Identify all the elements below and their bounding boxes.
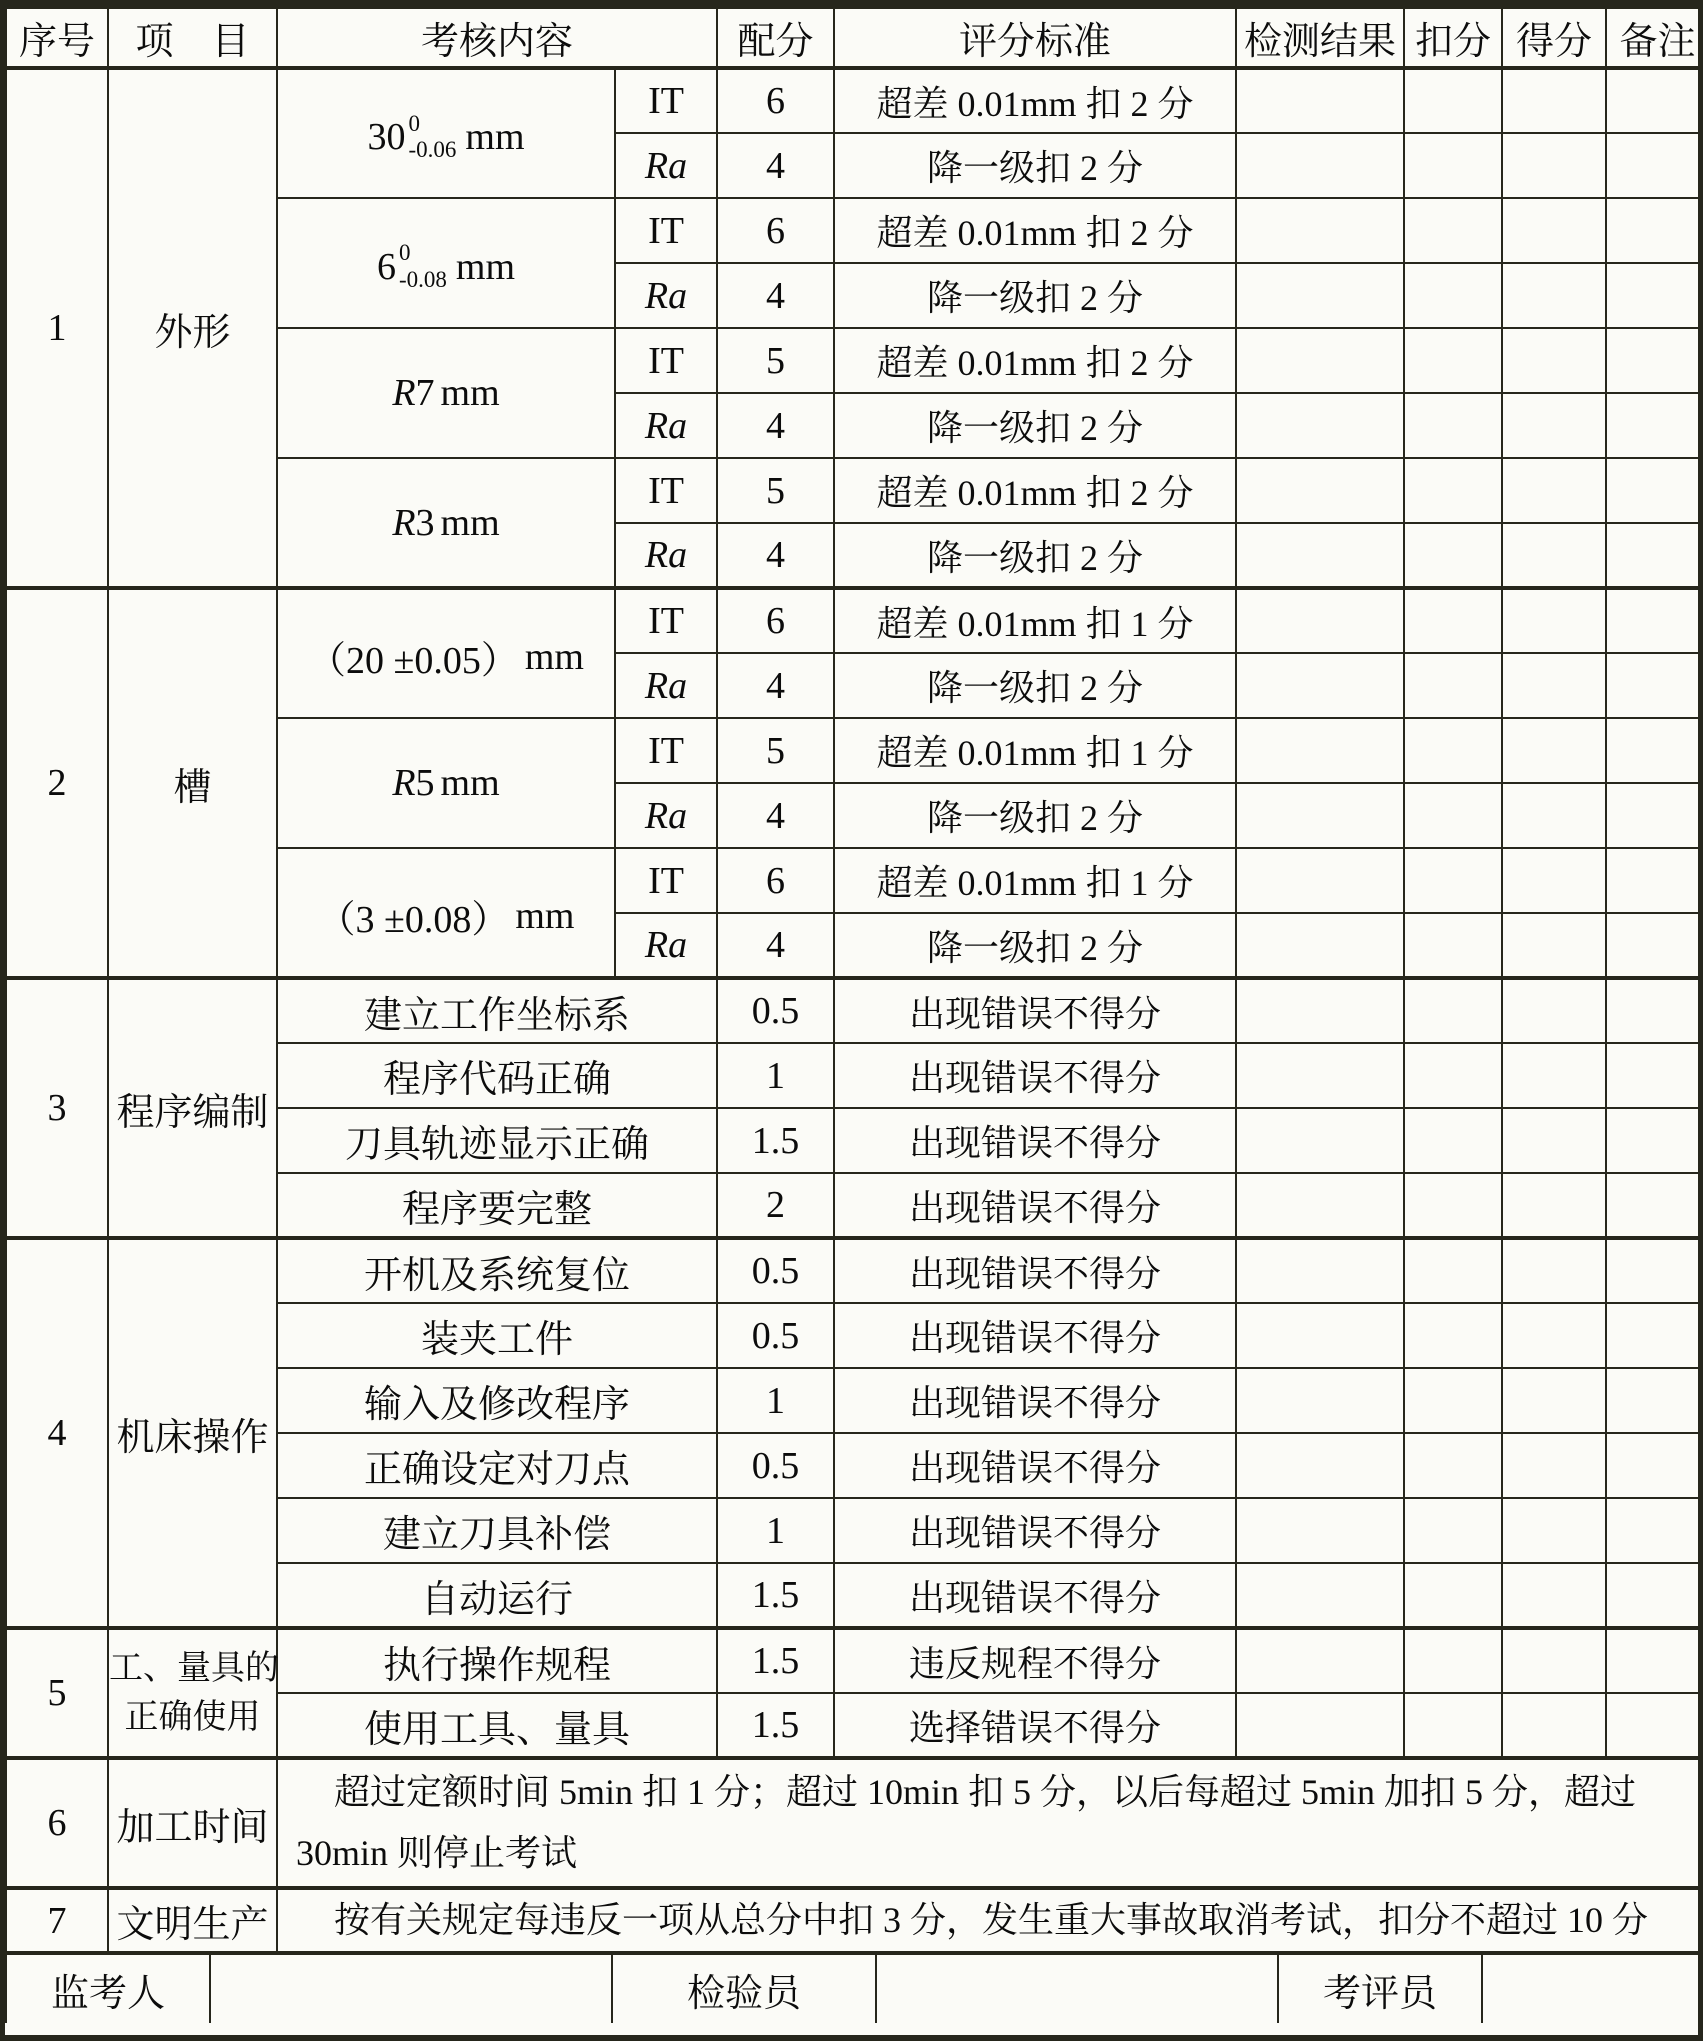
deduction-cell (1404, 913, 1502, 978)
criteria-cell: 出现错误不得分 (834, 1173, 1236, 1238)
score-cell (1502, 328, 1606, 393)
score-cell (1502, 1433, 1606, 1498)
result-cell (1236, 1238, 1404, 1303)
deduction-cell (1404, 718, 1502, 783)
result-cell (1236, 1303, 1404, 1368)
deduction-cell (1404, 198, 1502, 263)
content-cell: 程序要完整 (277, 1173, 717, 1238)
it-cell: IT (615, 848, 717, 913)
score-cell (1502, 1628, 1606, 1693)
score-cell (1502, 393, 1606, 458)
deduction-cell (1404, 458, 1502, 523)
it-cell: IT (615, 198, 717, 263)
points-cell: 4 (717, 133, 834, 198)
deduction-cell (1404, 783, 1502, 848)
content-cell: 正确设定对刀点 (277, 1433, 717, 1498)
deduction-cell (1404, 263, 1502, 328)
points-cell: 4 (717, 263, 834, 328)
points-cell: 4 (717, 393, 834, 458)
dimension-value: 30 0 -0.06 mm (367, 110, 525, 163)
score-cell (1502, 1173, 1606, 1238)
spec-dim-r5 (277, 718, 615, 848)
remark-cell (1606, 133, 1703, 198)
section-no: 1 (6, 68, 108, 588)
section-no: 7 (6, 1888, 108, 1953)
criteria-cell: 超差 0.01mm 扣 1 分 (834, 588, 1236, 653)
spec-dim-r3 (277, 458, 615, 588)
content-cell: 输入及修改程序 (277, 1368, 717, 1433)
points-cell: 5 (717, 718, 834, 783)
section-item: 程序编制 (108, 978, 277, 1238)
header-result: 检测结果 (1236, 8, 1404, 68)
tolerance-stack: 0 -0.08 (398, 240, 447, 292)
result-cell (1236, 913, 1404, 978)
section-item: 外形 (108, 68, 277, 588)
deduction-cell (1404, 588, 1502, 653)
result-cell (1236, 848, 1404, 913)
score-cell (1502, 1108, 1606, 1173)
criteria-cell: 超差 0.01mm 扣 2 分 (834, 198, 1236, 263)
points-cell: 1 (717, 1498, 834, 1563)
section-item-line1: 工、量具的 (109, 1649, 279, 1687)
criteria-cell: 选择错误不得分 (834, 1693, 1236, 1758)
footer-inspector-blank (876, 1955, 1278, 2023)
remark-cell (1606, 393, 1703, 458)
dimension-value: R 7 mm (392, 372, 500, 414)
criteria-cell: 出现错误不得分 (834, 1108, 1236, 1173)
content-cell: 建立刀具补偿 (277, 1498, 717, 1563)
result-cell (1236, 198, 1404, 263)
remark-cell (1606, 653, 1703, 718)
result-cell (1236, 1108, 1404, 1173)
result-cell (1236, 1173, 1404, 1238)
deduction-cell (1404, 393, 1502, 458)
score-cell (1502, 198, 1606, 263)
section-no: 3 (6, 978, 108, 1238)
deduction-cell (1404, 1368, 1502, 1433)
remark-cell (1606, 523, 1703, 588)
deduction-cell (1404, 1108, 1502, 1173)
result-cell (1236, 783, 1404, 848)
section-no: 6 (6, 1758, 108, 1888)
result-cell (1236, 1368, 1404, 1433)
score-cell (1502, 718, 1606, 783)
criteria-cell: 违反规程不得分 (834, 1628, 1236, 1693)
criteria-cell: 超差 0.01mm 扣 2 分 (834, 458, 1236, 523)
rule-text-cell: 按有关规定每违反一项从总分中扣 3 分，发生重大事故取消考试，扣分不超过 10 分 (277, 1888, 1703, 1953)
table-row (6, 1888, 1703, 1953)
dimension-value: R 5 mm (392, 762, 500, 804)
points-cell: 1.5 (717, 1563, 834, 1628)
footer-invigilator-label: 监考人 (6, 1955, 210, 2023)
remark-cell (1606, 328, 1703, 393)
footer-inspector-label: 检验员 (612, 1955, 876, 2023)
header-item: 项 目 (108, 8, 277, 68)
it-cell: IT (615, 68, 717, 133)
score-cell (1502, 1498, 1606, 1563)
score-cell (1502, 848, 1606, 913)
ra-cell: Ra (615, 133, 717, 198)
points-cell: 0.5 (717, 978, 834, 1043)
score-cell (1502, 1563, 1606, 1628)
score-cell (1502, 653, 1606, 718)
points-cell: 0.5 (717, 1303, 834, 1368)
remark-cell (1606, 1043, 1703, 1108)
header-criteria: 评分标准 (834, 8, 1236, 68)
section-no: 5 (6, 1628, 108, 1758)
remark-cell (1606, 913, 1703, 978)
score-cell (1502, 68, 1606, 133)
dimension-value: 6 0 -0.08 mm (376, 240, 516, 292)
tolerance-stack: 0 -0.06 (408, 110, 457, 163)
ra-cell: Ra (615, 523, 717, 588)
section-item-line2: 正确使用 (124, 1699, 261, 1736)
header-deduction: 扣分 (1404, 8, 1502, 68)
result-cell (1236, 1043, 1404, 1108)
points-cell: 1.5 (717, 1108, 834, 1173)
criteria-cell: 降一级扣 2 分 (834, 653, 1236, 718)
criteria-cell: 超差 0.01mm 扣 2 分 (834, 68, 1236, 133)
content-cell: 程序代码正确 (277, 1043, 717, 1108)
it-cell: IT (615, 458, 717, 523)
it-cell: IT (615, 588, 717, 653)
score-cell (1502, 913, 1606, 978)
remark-cell (1606, 1628, 1703, 1693)
score-table (5, 7, 1703, 1955)
remark-cell (1606, 458, 1703, 523)
spec-dim-6mm (277, 198, 615, 328)
result-cell (1236, 588, 1404, 653)
criteria-cell: 降一级扣 2 分 (834, 263, 1236, 328)
result-cell (1236, 1628, 1404, 1693)
score-cell (1502, 783, 1606, 848)
remark-cell (1606, 1238, 1703, 1303)
deduction-cell (1404, 523, 1502, 588)
remark-cell (1606, 1693, 1703, 1758)
score-cell (1502, 1238, 1606, 1303)
signature-footer (5, 1955, 1703, 2023)
header-content: 考核内容 (277, 8, 717, 68)
points-cell: 4 (717, 523, 834, 588)
content-cell: 开机及系统复位 (277, 1238, 717, 1303)
remark-cell (1606, 1433, 1703, 1498)
dimension-value: （3 ±0.08） mm (317, 894, 575, 942)
header-seq-no: 序号 (6, 8, 108, 68)
points-cell: 6 (717, 198, 834, 263)
content-cell: 装夹工件 (277, 1303, 717, 1368)
deduction-cell (1404, 1303, 1502, 1368)
it-cell: IT (615, 718, 717, 783)
content-cell: 建立工作坐标系 (277, 978, 717, 1043)
section-item: 机床操作 (108, 1238, 277, 1628)
score-cell (1502, 1303, 1606, 1368)
result-cell (1236, 263, 1404, 328)
result-cell (1236, 328, 1404, 393)
points-cell: 1.5 (717, 1628, 834, 1693)
it-cell: IT (615, 328, 717, 393)
section-no: 2 (6, 588, 108, 978)
criteria-cell: 降一级扣 2 分 (834, 133, 1236, 198)
criteria-cell: 出现错误不得分 (834, 1563, 1236, 1628)
score-cell (1502, 1043, 1606, 1108)
result-cell (1236, 133, 1404, 198)
table-row (6, 978, 1703, 1043)
criteria-cell: 出现错误不得分 (834, 1238, 1236, 1303)
deduction-cell (1404, 653, 1502, 718)
score-cell (1502, 133, 1606, 198)
result-cell (1236, 1433, 1404, 1498)
result-cell (1236, 523, 1404, 588)
deduction-cell (1404, 1173, 1502, 1238)
ra-cell: Ra (615, 653, 717, 718)
points-cell: 1 (717, 1043, 834, 1108)
table-row (6, 1238, 1703, 1303)
result-cell (1236, 1563, 1404, 1628)
points-cell: 0.5 (717, 1238, 834, 1303)
criteria-cell: 降一级扣 2 分 (834, 913, 1236, 978)
footer-assessor-blank (1482, 1955, 1703, 2023)
score-cell (1502, 458, 1606, 523)
deduction-cell (1404, 1498, 1502, 1563)
points-cell: 1 (717, 1368, 834, 1433)
header-remark: 备注 (1606, 8, 1703, 68)
deduction-cell (1404, 1433, 1502, 1498)
criteria-cell: 降一级扣 2 分 (834, 393, 1236, 458)
ra-cell: Ra (615, 393, 717, 458)
content-cell: 使用工具、量具 (277, 1693, 717, 1758)
spec-dim-r7 (277, 328, 615, 458)
table-row (6, 1758, 1703, 1888)
deduction-cell (1404, 1628, 1502, 1693)
header-points: 配分 (717, 8, 834, 68)
content-cell: 执行操作规程 (277, 1628, 717, 1693)
section-no: 4 (6, 1238, 108, 1628)
rule-text-cell: 超过定额时间 5min 扣 1 分；超过 10min 扣 5 分，以后每超过 5min 加扣 5 分，超过 30min 则停止考试 (277, 1758, 1703, 1888)
header-score: 得分 (1502, 8, 1606, 68)
criteria-cell: 出现错误不得分 (834, 1433, 1236, 1498)
criteria-cell: 出现错误不得分 (834, 1043, 1236, 1108)
points-cell: 6 (717, 68, 834, 133)
criteria-cell: 降一级扣 2 分 (834, 523, 1236, 588)
criteria-cell: 出现错误不得分 (834, 978, 1236, 1043)
remark-cell (1606, 198, 1703, 263)
ra-cell: Ra (615, 783, 717, 848)
remark-cell (1606, 1368, 1703, 1433)
points-cell: 4 (717, 913, 834, 978)
section-item: 加工时间 (108, 1758, 277, 1888)
score-cell (1502, 263, 1606, 328)
deduction-cell (1404, 133, 1502, 198)
criteria-cell: 超差 0.01mm 扣 2 分 (834, 328, 1236, 393)
deduction-cell (1404, 1563, 1502, 1628)
remark-cell (1606, 783, 1703, 848)
result-cell (1236, 458, 1404, 523)
section-item: 槽 (108, 588, 277, 978)
table-row (6, 68, 1703, 133)
ra-cell: Ra (615, 263, 717, 328)
score-cell (1502, 588, 1606, 653)
deduction-cell (1404, 1693, 1502, 1758)
dimension-value: R 3 mm (392, 501, 500, 544)
criteria-cell: 出现错误不得分 (834, 1303, 1236, 1368)
points-cell: 4 (717, 783, 834, 848)
spec-dim-30mm (277, 68, 615, 198)
result-cell (1236, 1498, 1404, 1563)
points-cell: 5 (717, 458, 834, 523)
spec-dim-3mm (277, 848, 615, 978)
points-cell: 6 (717, 848, 834, 913)
remark-cell (1606, 1108, 1703, 1173)
score-cell (1502, 1693, 1606, 1758)
criteria-cell: 出现错误不得分 (834, 1368, 1236, 1433)
spec-dim-20mm (277, 588, 615, 718)
result-cell (1236, 68, 1404, 133)
remark-cell (1606, 1498, 1703, 1563)
points-cell: 5 (717, 328, 834, 393)
deduction-cell (1404, 328, 1502, 393)
criteria-cell: 超差 0.01mm 扣 1 分 (834, 848, 1236, 913)
points-cell: 0.5 (717, 1433, 834, 1498)
points-cell: 6 (717, 588, 834, 653)
deduction-cell (1404, 68, 1502, 133)
remark-cell (1606, 1563, 1703, 1628)
dimension-value: （20 ±0.05） mm (308, 635, 584, 683)
criteria-cell: 出现错误不得分 (834, 1498, 1236, 1563)
result-cell (1236, 978, 1404, 1043)
content-cell: 刀具轨迹显示正确 (277, 1108, 717, 1173)
score-cell (1502, 1368, 1606, 1433)
content-cell: 自动运行 (277, 1563, 717, 1628)
deduction-cell (1404, 978, 1502, 1043)
criteria-cell: 超差 0.01mm 扣 1 分 (834, 718, 1236, 783)
remark-cell (1606, 1303, 1703, 1368)
section-item (108, 1628, 277, 1758)
result-cell (1236, 393, 1404, 458)
result-cell (1236, 718, 1404, 783)
criteria-cell: 降一级扣 2 分 (834, 783, 1236, 848)
ra-cell: Ra (615, 913, 717, 978)
remark-cell (1606, 68, 1703, 133)
table-header-row (6, 8, 1703, 68)
score-cell (1502, 978, 1606, 1043)
remark-cell (1606, 1173, 1703, 1238)
remark-cell (1606, 848, 1703, 913)
table-row (6, 1955, 1703, 2023)
table-row (6, 1628, 1703, 1693)
result-cell (1236, 653, 1404, 718)
deduction-cell (1404, 1043, 1502, 1108)
section-item: 文明生产 (108, 1888, 277, 1953)
deduction-cell (1404, 848, 1502, 913)
footer-assessor-label: 考评员 (1278, 1955, 1482, 2023)
footer-invigilator-blank (210, 1955, 612, 2023)
remark-cell (1606, 263, 1703, 328)
remark-cell (1606, 978, 1703, 1043)
remark-cell (1606, 718, 1703, 783)
deduction-cell (1404, 1238, 1502, 1303)
score-cell (1502, 523, 1606, 588)
result-cell (1236, 1693, 1404, 1758)
points-cell: 4 (717, 653, 834, 718)
points-cell: 2 (717, 1173, 834, 1238)
table-row (6, 588, 1703, 653)
points-cell: 1.5 (717, 1693, 834, 1758)
remark-cell (1606, 588, 1703, 653)
